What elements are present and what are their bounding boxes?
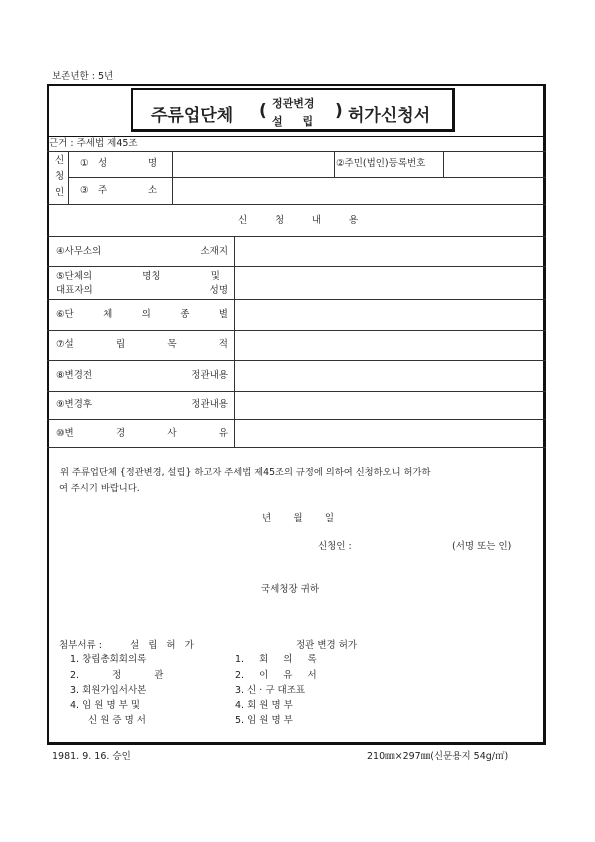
title-prefix: 주류업단체 — [151, 106, 234, 126]
sign-note: (서명 또는 인) — [452, 541, 512, 552]
attachment-col2-item: 4. 회 원 명 부 — [235, 700, 293, 711]
field-label-part: ⑩변 — [56, 428, 74, 439]
field-label-part: 경 — [115, 428, 126, 439]
date-day: 일 — [324, 513, 334, 524]
attachments-col2-header: 정관 변경 허가 — [296, 640, 358, 651]
date-month: 월 — [293, 513, 303, 524]
content-heading-3: 내 — [311, 215, 322, 226]
date-year: 년 — [262, 513, 272, 524]
applicant-sign-label: 신청인 : — [318, 541, 352, 552]
attachment-col2-item: 3. 신 · 구 대조표 — [235, 685, 306, 696]
title-close-paren: ) — [335, 101, 343, 121]
date-line — [262, 514, 334, 524]
field-label-part: 의 — [141, 309, 151, 320]
content-heading-2: 청 — [274, 215, 285, 226]
title-suffix: 허가신청서 — [348, 106, 431, 126]
field-label-part: ⑤단체의 — [56, 271, 93, 282]
attachments-label: 첨부서류 : — [59, 640, 102, 651]
field-label-part: ⑦설 — [56, 339, 74, 350]
field-label-part: 사 — [167, 428, 177, 439]
field-label-part: 정관내용 — [191, 399, 228, 410]
address-label-1: 주 — [98, 185, 108, 196]
retention-period: 보존년한 : 5년 — [52, 71, 114, 82]
name-number: ① — [80, 158, 89, 169]
field-label-part: 별 — [218, 309, 228, 320]
address-label-2: 소 — [148, 185, 158, 196]
applicant-label-2: 청 — [55, 171, 65, 182]
field-change-reason — [56, 429, 228, 439]
address-number: ③ — [80, 185, 89, 196]
title-option-1: 정관변경 — [272, 97, 315, 110]
applicant-label-1: 신 — [55, 155, 65, 166]
name-label-2: 명 — [148, 158, 158, 169]
field-label-part: 립 — [115, 339, 126, 350]
attachment-col2-item: 1. 회 의 록 — [235, 654, 317, 665]
attachment-col1-item: 2. 정 관 — [70, 670, 164, 681]
field-label-part: 대표자의 — [56, 285, 93, 296]
attachment-col1-item: 신 원 증 명 서 — [88, 715, 146, 726]
field-label-part: ⑨변경후 — [56, 399, 93, 410]
field-label-part: 적 — [218, 339, 228, 350]
addressee: 국세청장 귀하 — [261, 584, 320, 595]
field-org-name-line2 — [56, 286, 228, 296]
content-heading-1: 신 — [238, 215, 248, 226]
field-label-part: 체 — [103, 309, 113, 320]
field-label-part: ⑧변경전 — [56, 370, 93, 381]
content-heading — [238, 216, 358, 226]
field-label-part: 목 — [167, 339, 177, 350]
attachment-col1-item: 1. 창립총회회의록 — [70, 654, 147, 665]
statement-line-1: 위 주류업단체 {정관변경, 설립} 하고자 주세법 제45조의 규정에 의하여 신청하오니 허가하 — [60, 467, 431, 478]
field-label-part: 명칭 — [142, 271, 161, 282]
field-org-type — [56, 310, 228, 320]
field-label-part: 성명 — [209, 285, 228, 296]
title-open-paren: ( — [259, 101, 267, 121]
field-purpose — [56, 340, 228, 350]
id-number-label: ②주민(법인)등록번호 — [336, 158, 426, 169]
attachment-col2-item: 2. 이 유 서 — [235, 670, 317, 681]
field-label-part: 소재지 — [200, 246, 228, 257]
field-label-part: 유 — [218, 428, 228, 439]
title-option-2: 설 립 — [272, 115, 314, 128]
paper-spec: 210㎜×297㎜(신문용지 54g/㎡) — [367, 751, 509, 762]
attachment-col2-item: 5. 임 원 명 부 — [235, 715, 293, 726]
attachment-col1-item: 3. 회원가입서사본 — [70, 685, 147, 696]
field-org-name-line1 — [56, 272, 220, 282]
approval-date: 1981. 9. 16. 승인 — [52, 751, 131, 762]
field-label-part: ⑥단 — [56, 309, 74, 320]
field-label-part: 종 — [180, 309, 190, 320]
field-label-part: 및 — [210, 271, 220, 282]
name-label-1: 성 — [98, 158, 108, 169]
attachment-col1-item: 4. 임 원 명 부 및 — [70, 700, 141, 711]
legal-basis: 근거 : 주세법 제45조 — [49, 138, 138, 149]
content-heading-4: 용 — [348, 215, 358, 226]
statement-line-2: 여 주시기 바랍니다. — [59, 483, 140, 494]
field-label-part: 정관내용 — [191, 370, 228, 381]
attachments-col1-header: 설 립 허 가 — [130, 640, 194, 651]
field-office-location — [56, 247, 228, 257]
field-before-change — [56, 371, 228, 381]
applicant-label-3: 인 — [55, 187, 65, 198]
field-after-change — [56, 400, 228, 410]
field-label-part: ④사무소의 — [56, 246, 102, 257]
